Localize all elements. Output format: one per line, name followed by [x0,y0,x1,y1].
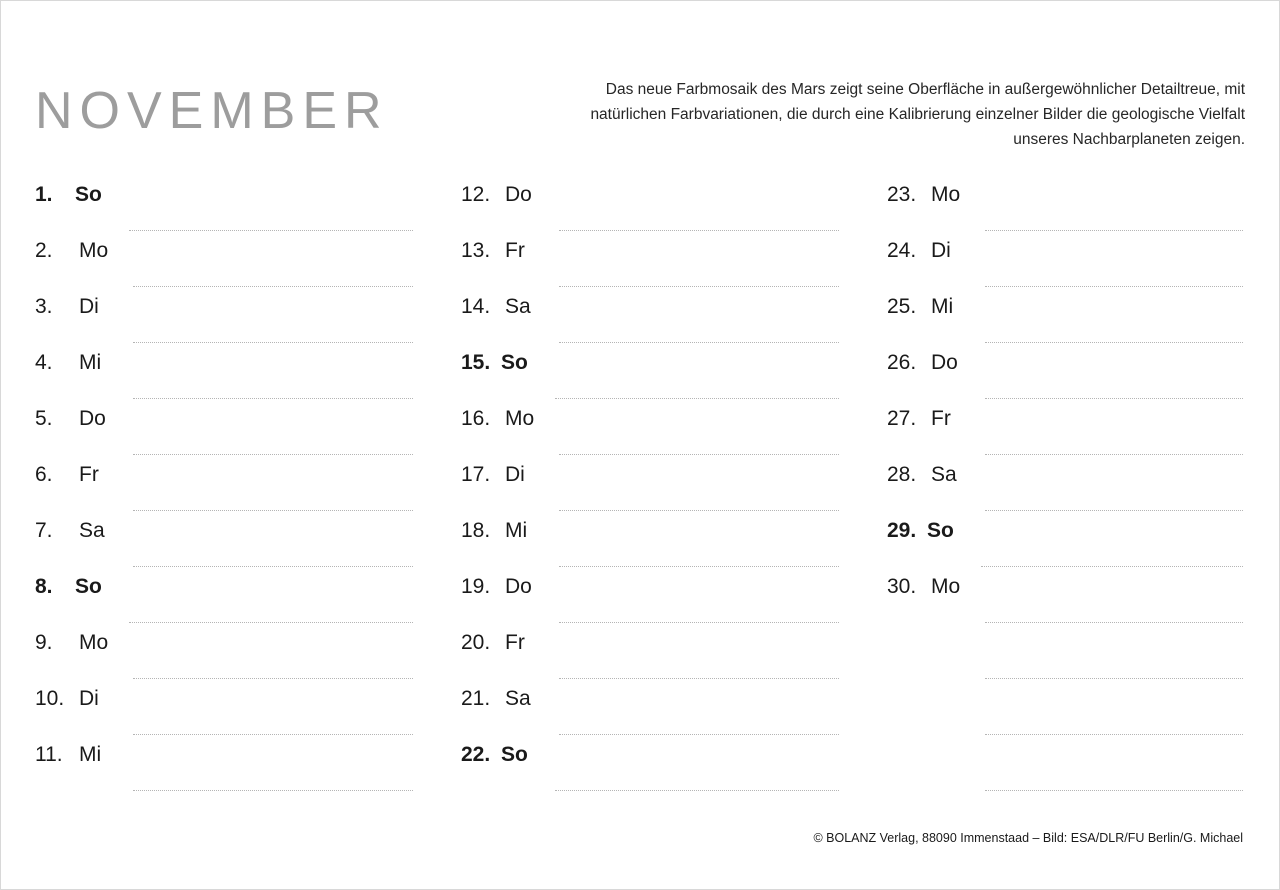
day-weekday: Do [79,407,106,430]
day-entry-line[interactable] [981,566,1243,567]
day-weekday: Fr [505,631,525,654]
day-weekday: Do [931,351,958,374]
calendar-day-row[interactable] [887,239,1243,295]
day-entry-line[interactable] [559,454,839,455]
day-weekday: Mi [79,351,102,374]
day-number: 6. [35,463,53,486]
day-entry-line[interactable] [133,734,413,735]
day-weekday: Mi [931,295,954,318]
calendar-column-1 [1,183,427,799]
calendar-day-row[interactable] [887,407,1243,463]
day-weekday: So [501,351,528,374]
day-weekday: Fr [79,463,99,486]
day-weekday: So [927,519,954,542]
footer-credit: © BOLANZ Verlag, 88090 Immenstaad – Bild: ESA/DLR/FU Berlin/G. Michael [813,831,1243,845]
calendar-day-row[interactable] [35,351,413,407]
day-entry-line[interactable] [555,790,839,791]
day-weekday: So [75,575,102,598]
day-number: 20. [461,631,491,654]
day-weekday: Di [79,687,99,710]
day-number: 3. [35,295,53,318]
day-entry-line[interactable] [133,454,413,455]
day-entry-line[interactable] [559,678,839,679]
day-weekday: Di [505,463,525,486]
day-entry-line[interactable] [985,678,1243,679]
day-entry-line[interactable] [985,398,1243,399]
day-number: 29. [887,519,917,542]
day-weekday: Sa [931,463,957,486]
day-entry-line[interactable] [985,622,1243,623]
day-number: 18. [461,519,491,542]
calendar-day-row[interactable] [461,575,839,631]
day-number: 1. [35,183,53,206]
day-weekday: Di [931,239,951,262]
calendar-day-row[interactable] [887,295,1243,351]
calendar-day-row[interactable] [35,519,413,575]
day-number: 23. [887,183,917,206]
calendar-day-row[interactable] [887,351,1243,407]
day-entry-line[interactable] [559,286,839,287]
calendar-day-row[interactable] [35,687,413,743]
day-weekday: Do [505,183,532,206]
day-weekday: Mo [79,239,109,262]
day-entry-line[interactable] [129,230,413,231]
day-entry-line[interactable] [559,622,839,623]
calendar-day-row[interactable] [461,351,839,407]
day-entry-line[interactable] [985,734,1243,735]
day-entry-line[interactable] [133,398,413,399]
day-weekday: Do [505,575,532,598]
day-entry-line[interactable] [133,790,413,791]
day-entry-line[interactable] [133,286,413,287]
day-weekday: Mo [79,631,109,654]
calendar-day-row[interactable] [887,519,1243,575]
day-weekday: Fr [931,407,951,430]
day-entry-line[interactable] [559,566,839,567]
calendar-day-row[interactable] [887,575,1243,631]
day-weekday: Sa [79,519,105,542]
day-entry-line[interactable] [985,790,1243,791]
day-entry-line[interactable] [985,510,1243,511]
calendar-day-row[interactable] [461,295,839,351]
calendar-day-row[interactable] [461,183,839,239]
calendar-column-2 [427,183,853,799]
day-number: 21. [461,687,491,710]
calendar-day-row[interactable] [35,575,413,631]
day-entry-line[interactable] [985,454,1243,455]
calendar-columns [1,183,1280,799]
day-number: 2. [35,239,53,262]
day-weekday: Di [79,295,99,318]
calendar-day-row[interactable] [35,463,413,519]
day-number: 15. [461,351,491,374]
day-number: 25. [887,295,917,318]
day-entry-line[interactable] [985,230,1243,231]
day-number: 30. [887,575,917,598]
day-weekday: Mo [505,407,535,430]
day-entry-line[interactable] [133,510,413,511]
day-entry-line[interactable] [133,342,413,343]
day-number: 24. [887,239,917,262]
calendar-day-row[interactable] [887,183,1243,239]
page-title: NOVEMBER [35,82,389,140]
day-weekday: Mo [931,183,961,206]
day-number: 4. [35,351,53,374]
day-number: 22. [461,743,491,766]
day-entry-line[interactable] [985,342,1243,343]
day-entry-line[interactable] [555,398,839,399]
day-entry-line[interactable] [133,678,413,679]
calendar-day-row[interactable] [887,631,1243,687]
day-number: 26. [887,351,917,374]
day-number: 5. [35,407,53,430]
calendar-day-row[interactable] [35,407,413,463]
day-weekday: Mi [505,519,528,542]
day-entry-line[interactable] [559,734,839,735]
day-weekday: Sa [505,295,531,318]
day-number: 14. [461,295,491,318]
day-number: 17. [461,463,491,486]
day-entry-line[interactable] [133,566,413,567]
day-number: 16. [461,407,491,430]
day-number: 11. [35,743,63,766]
intro-paragraph: Das neue Farbmosaik des Mars zeigt seine Oberfläche in außergewöhnlicher Detailtreue, mit natürlichen Farbvariationen, die durch eine Kalibrierung einzelner Bilder die geologische Vielfalt unseres Nachbarplaneten zeigen. [590,81,1245,148]
day-number: 19. [461,575,491,598]
calendar-day-row[interactable] [35,631,413,687]
day-entry-line[interactable] [559,230,839,231]
day-weekday: So [75,183,102,206]
day-weekday: Fr [505,239,525,262]
calendar-column-3 [853,183,1279,799]
calendar-day-row[interactable] [35,239,413,295]
day-entry-line[interactable] [985,286,1243,287]
calendar-day-row[interactable] [887,743,1243,799]
day-number: 8. [35,575,53,598]
calendar-day-row[interactable] [35,295,413,351]
day-entry-line[interactable] [559,510,839,511]
calendar-day-row[interactable] [461,239,839,295]
day-weekday: Sa [505,687,531,710]
calendar-day-row[interactable] [887,463,1243,519]
calendar-day-row[interactable] [461,743,839,799]
day-number: 13. [461,239,491,262]
calendar-day-row[interactable] [461,407,839,463]
calendar-day-row[interactable] [887,687,1243,743]
day-weekday: So [501,743,528,766]
day-entry-line[interactable] [129,622,413,623]
day-entry-line[interactable] [559,342,839,343]
day-number: 12. [461,183,491,206]
day-weekday: Mi [79,743,102,766]
calendar-day-row[interactable] [35,743,413,799]
day-number: 7. [35,519,53,542]
day-number: 9. [35,631,53,654]
calendar-day-row[interactable] [461,463,839,519]
day-number: 27. [887,407,917,430]
day-number: 10. [35,687,65,710]
day-weekday: Mo [931,575,961,598]
calendar-day-row[interactable] [461,687,839,743]
calendar-day-row[interactable] [35,183,413,239]
day-number: 28. [887,463,917,486]
page-header [1,61,1280,171]
calendar-day-row[interactable] [461,519,839,575]
calendar-day-row[interactable] [461,631,839,687]
